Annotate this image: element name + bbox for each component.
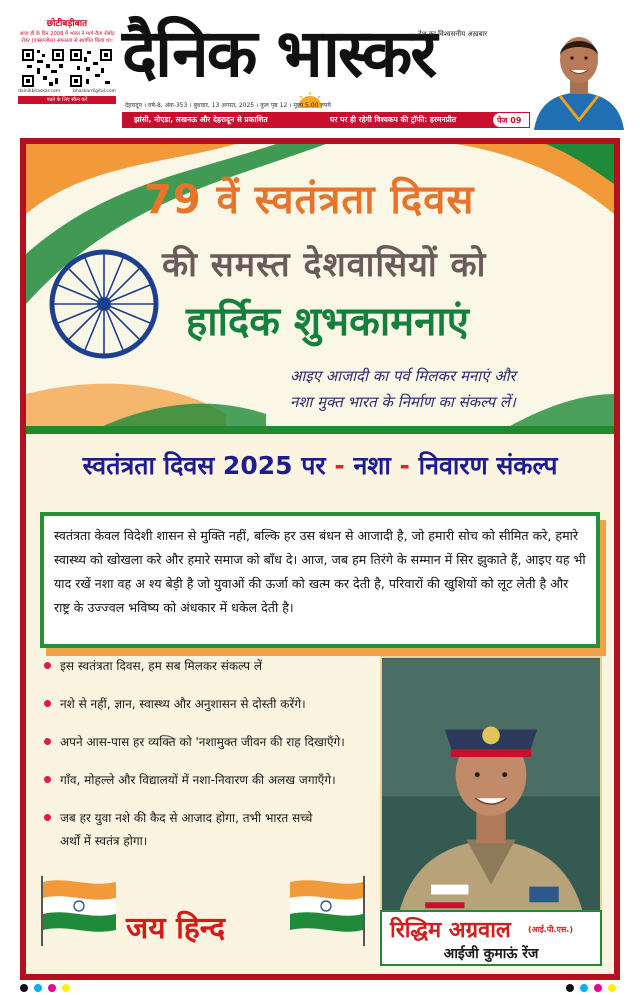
registration-dot-icon xyxy=(608,984,616,992)
registration-dot-icon xyxy=(580,984,588,992)
masthead xyxy=(0,0,640,132)
list-item xyxy=(44,696,384,734)
greeting-line-2: की समस्त देशवासियों को xyxy=(162,245,487,285)
jai-hind-text: जय हिन्द xyxy=(126,911,226,946)
greeting-line-1: 79 वें स्वतंत्रता दिवस xyxy=(144,177,475,223)
list-item xyxy=(44,658,384,696)
independence-day-ad xyxy=(20,138,620,980)
registration-dot-icon xyxy=(20,984,28,992)
officer-name: रिद्धिम अग्रवाल xyxy=(390,918,511,943)
bullet-icon xyxy=(44,776,51,783)
box-text: आज ही के दिन 2008 में भारत ने मार्ग-दैत्य रोबोट रोवर (एक्सप्लोरर) सफलता से स्थापित किया था। xyxy=(19,31,115,44)
qr-left-caption: dainikbhaskar.com xyxy=(18,89,61,95)
heading-dash: - xyxy=(399,451,410,480)
print-registration-strip xyxy=(0,982,640,995)
masthead-red-bar xyxy=(122,112,530,128)
section-heading xyxy=(26,448,614,482)
qr-code-icon[interactable] xyxy=(21,48,65,88)
tagline: देश का विश्वसनीय अख़बार xyxy=(418,30,488,38)
greeting-banner xyxy=(26,144,614,434)
greeting-subline-1: आइए आजादी का पर्व मिलकर मनाएं और xyxy=(290,367,516,385)
ips-badge: (आई.पी.एस.) xyxy=(528,925,573,934)
message-paragraph: स्वतंत्रता केवल विदेशी शासन से मुक्ति नहीं, बल्कि हर उस बंधन से आजादी है, जो हमारी सोच को सीमित करे, हमारे स्वास्थ्य को खोखला करे और हमारे समाज को बाँध दे। आज, जब हम तिरंगे के सम्मान में सिर झुकाते हैं, आइए यह भी याद रखें नशा वह अ श्य बेड़ी है जो युवाओं की ऊर्जा को खत्म कर देती है, परिवारों की खुशियों को लूट लेती है और राष्ट्र के उज्ज्वल भविष्य को अंधकार में धकेल देती है। xyxy=(40,512,600,648)
indian-flag-icon xyxy=(288,876,368,946)
pledge-text: गाँव, मोहल्ले और विद्यालयों में नशा-निवारण की अलख जगाएँगे। xyxy=(60,773,336,787)
chhoti-badi-baat-box xyxy=(18,16,116,116)
pledge-list xyxy=(44,658,384,849)
list-item xyxy=(44,810,384,836)
dateline: देहरादून । वर्ष-8, अंक-353 । बुधवार, 13 अगस्त, 2025 । कुल पृष्ठ 12 । मूल्य 5.00 रुपये xyxy=(125,102,331,109)
pledge-text: इस स्वतंत्रता दिवस, हम सब मिलकर संकल्प लें xyxy=(60,659,263,673)
greeting-subline-2: नशा मुक्त भारत के निर्माण का संकल्प लें। xyxy=(290,393,516,411)
registration-dot-icon xyxy=(594,984,602,992)
bullet-icon xyxy=(44,814,51,821)
heading-part-1: स्वतंत्रता दिवस 2025 पर xyxy=(82,451,326,480)
qr-right-caption: bhaskardigital.com xyxy=(73,89,116,95)
pledge-text: जब हर युवा नशे की कैद से आजाद होगा, तभी भारत सच्चे xyxy=(60,811,313,825)
heading-part-2: नशा xyxy=(353,451,391,480)
newspaper-logo[interactable]: दैनिक भास्कर xyxy=(122,15,436,92)
indian-flag-icon xyxy=(38,876,118,946)
scan-caption: पढ़ने के लिए स्कैन करें xyxy=(18,96,116,104)
pledge-text: नशे से नहीं, ज्ञान, स्वास्थ्य और अनुशासन से दोस्ती करेंगे। xyxy=(60,697,306,711)
bullet-icon xyxy=(44,662,51,669)
cricketer-photo xyxy=(530,20,628,130)
page-number-badge: पेज 09 xyxy=(492,112,530,128)
heading-dash: - xyxy=(334,451,345,480)
registration-dot-icon xyxy=(566,984,574,992)
list-item xyxy=(44,772,384,810)
officer-designation: आईजी कुमाऊं रेंज xyxy=(443,946,539,962)
registration-dot-icon xyxy=(48,984,56,992)
bullet-icon xyxy=(44,700,51,707)
greeting-line-3: हार्दिक शुभकामनाएं xyxy=(186,299,469,345)
bullet-icon xyxy=(44,738,51,745)
heading-part-3: निवारण संकल्प xyxy=(418,451,558,480)
pledge-continuation: अर्थों में स्वतंत्र होगा। xyxy=(60,834,148,848)
pledge-text: अपने आस-पास हर व्यक्ति को 'नशामुक्त जीवन की राह दिखाएँगे। xyxy=(60,735,345,749)
officer-namecard xyxy=(380,910,602,966)
qr-code-icon[interactable] xyxy=(69,48,113,88)
headline-teaser[interactable]: घर पर ही रहेगी विश्वकप की ट्रॉफी: हरमनप्रीत xyxy=(330,115,457,124)
editions-text: झांसी, नोएडा, लखनऊ और देहरादून से प्रकाशित xyxy=(134,115,268,124)
box-title: छोटीबड़ीबात xyxy=(46,19,88,29)
registration-dot-icon xyxy=(62,984,70,992)
registration-dot-icon xyxy=(34,984,42,992)
list-item xyxy=(44,734,384,772)
pledge-section xyxy=(26,434,614,974)
